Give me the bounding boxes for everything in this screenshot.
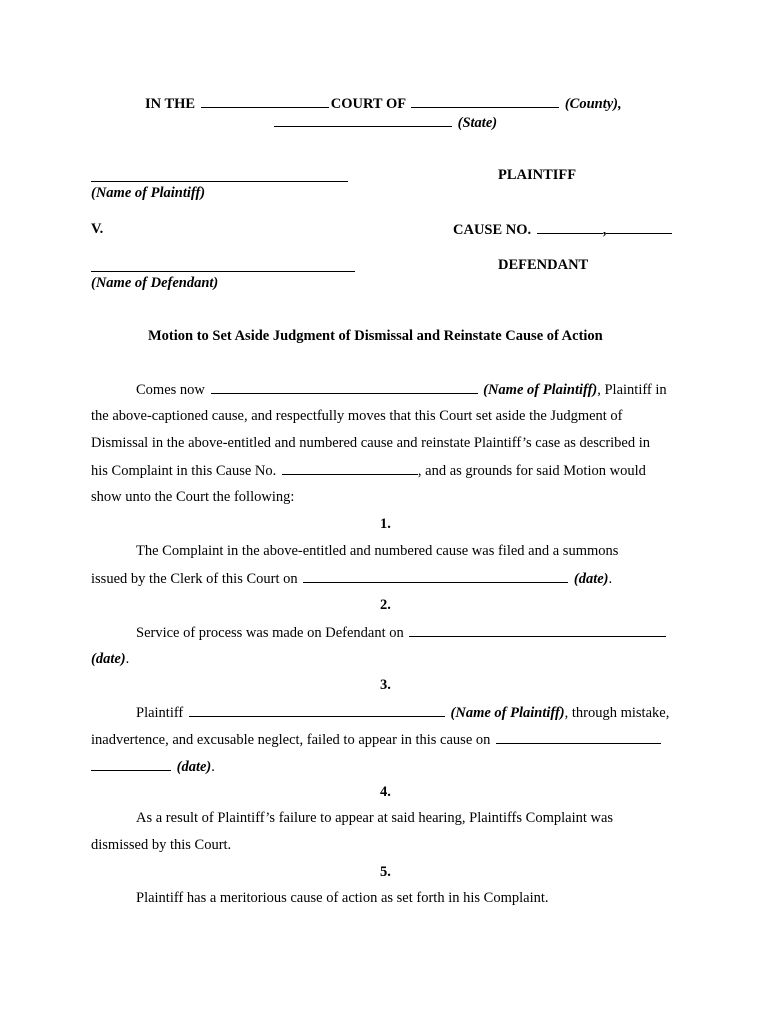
plaintiff-text: Plaintiff	[136, 705, 184, 721]
paragraph-4-number: 4.	[380, 784, 391, 800]
paragraph-3-line-1	[136, 703, 669, 722]
paragraph-1-line-1: The Complaint in the above-entitled and numbered cause was filed and a summons	[136, 543, 619, 559]
court-of-label: COURT OF	[330, 96, 406, 112]
paragraph-2-number: 2.	[380, 597, 391, 613]
document-title: Motion to Set Aside Judgment of Dismissal and Reinstate Cause of Action	[148, 328, 603, 344]
plaintiff-in-text: , Plaintiff in	[597, 382, 667, 398]
plaintiff-name-caption: (Name of Plaintiff)	[91, 185, 206, 201]
date-label: (date)	[176, 759, 212, 775]
complaint-cause-no-field[interactable]	[282, 461, 418, 475]
comes-now-text: Comes now	[136, 382, 205, 398]
defendant-name-blank[interactable]	[91, 271, 355, 272]
name-of-plaintiff-label: (Name of Plaintiff)	[450, 705, 565, 721]
defendant-name-caption: (Name of Defendant)	[91, 275, 219, 291]
cause-no-line	[453, 220, 674, 239]
state-blank[interactable]	[274, 113, 452, 127]
service-date-field[interactable]	[409, 623, 666, 637]
intro-line-5: show unto the Court the following:	[91, 489, 295, 505]
county-label: (County),	[564, 96, 622, 112]
intro-line-1	[136, 380, 667, 399]
appearance-date-field-1[interactable]	[496, 730, 661, 744]
paragraph-3-number: 3.	[380, 677, 391, 693]
period: .	[125, 651, 130, 667]
period: .	[211, 759, 215, 775]
paragraph-4-line-2: dismissed by this Court.	[91, 837, 232, 853]
state-label: (State)	[457, 115, 498, 131]
in-the-label: IN THE	[145, 96, 196, 112]
paragraph-2-line-2	[91, 650, 129, 668]
paragraph-2-line-1	[136, 623, 668, 642]
intro-line-4	[91, 461, 646, 480]
plaintiff-label: PLAINTIFF	[498, 167, 577, 183]
inadvertence-text: inadvertence, and excusable neglect, failed to appear in this cause on	[91, 732, 491, 748]
paragraph-5-line-1: Plaintiff has a meritorious cause of action as set forth in his Complaint.	[136, 890, 549, 906]
intro-line-3: Dismissal in the above-entitled and numbered cause and reinstate Plaintiff’s case as described in	[91, 435, 651, 451]
cause-no-text: his Complaint in this Cause No.	[91, 463, 277, 479]
grounds-text: , and as grounds for said Motion would	[417, 463, 646, 479]
plaintiff-name-field[interactable]	[211, 380, 478, 394]
cause-no-blank-2[interactable]	[606, 220, 672, 234]
paragraph-5-number: 5.	[380, 864, 391, 880]
cause-no-label: CAUSE NO.	[453, 222, 532, 238]
cause-no-separator: ,	[602, 222, 607, 238]
paragraph-1-number: 1.	[380, 516, 391, 532]
plaintiff-name-blank[interactable]	[91, 181, 348, 182]
appearance-date-field-2[interactable]	[91, 757, 171, 771]
plaintiff-name-field-2[interactable]	[189, 703, 445, 717]
defendant-label: DEFENDANT	[498, 257, 589, 273]
paragraph-3-line-2	[91, 730, 663, 749]
mistake-text: , through mistake,	[564, 705, 670, 721]
paragraph-3-line-3	[91, 757, 215, 776]
period: .	[608, 571, 613, 587]
intro-line-2: the above-captioned cause, and respectfully moves that this Court set aside the Judgment of	[91, 408, 623, 424]
date-label: (date)	[573, 571, 609, 587]
paragraph-1-line-2	[91, 569, 612, 588]
clerk-text: issued by the Clerk of this Court on	[91, 571, 298, 587]
state-line	[272, 113, 497, 132]
name-of-plaintiff-label: (Name of Plaintiff)	[483, 382, 598, 398]
paragraph-4-line-1: As a result of Plaintiff’s failure to appear at said hearing, Plaintiffs Complaint was	[136, 810, 614, 826]
date-label: (date)	[91, 651, 126, 667]
cause-no-blank-1[interactable]	[537, 220, 603, 234]
service-text: Service of process was made on Defendant on	[136, 625, 404, 641]
court-name-blank[interactable]	[201, 94, 329, 108]
county-blank[interactable]	[411, 94, 559, 108]
filing-date-field[interactable]	[303, 569, 568, 583]
court-line	[145, 94, 622, 113]
versus-label: V.	[91, 221, 104, 237]
